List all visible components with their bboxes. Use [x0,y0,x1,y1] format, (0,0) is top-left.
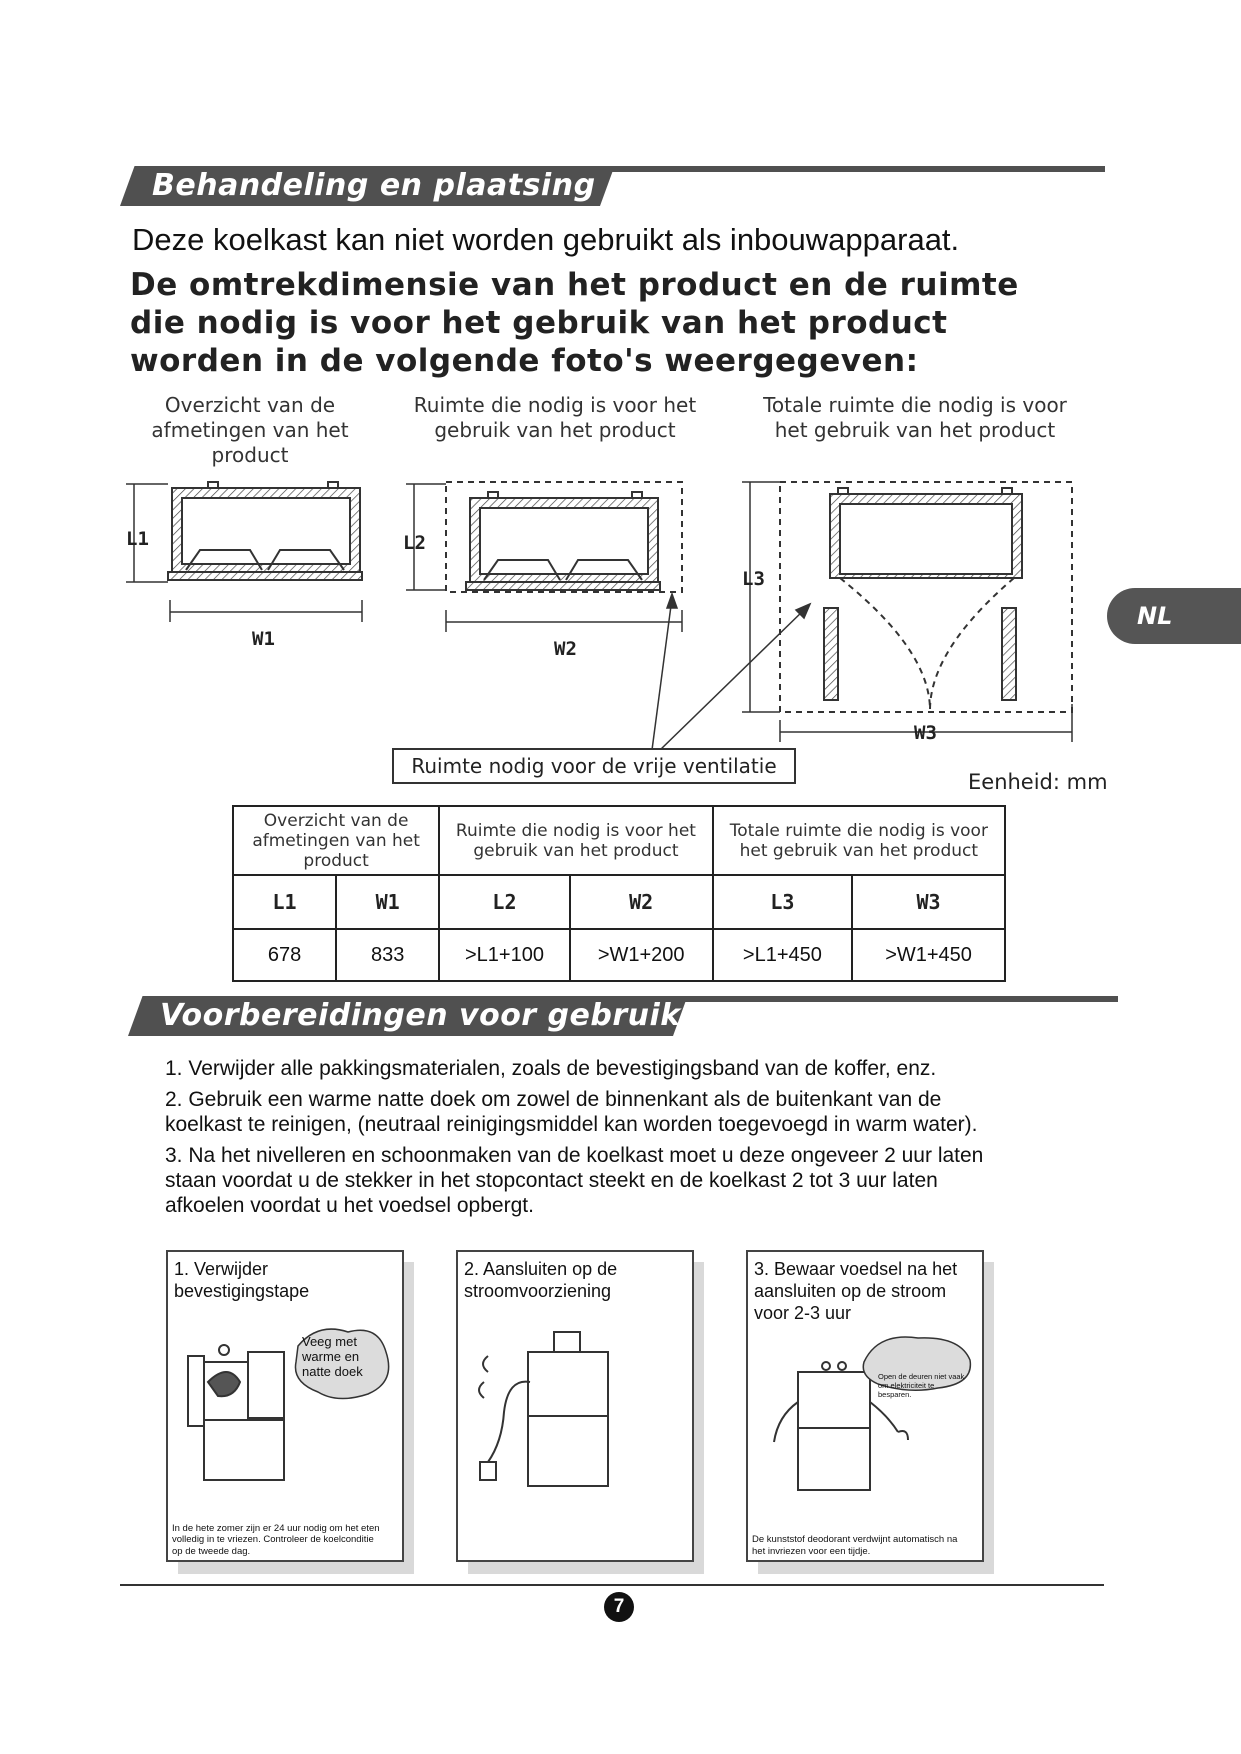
page-number: 7 [604,1592,634,1622]
diagram-caption-1: Overzicht van de afmetingen van het product [151,393,349,467]
section-header-preparation [128,996,1118,1036]
fridge-top-view-3 [780,482,1072,712]
panel-store-food [746,1250,984,1562]
table-value-l2: >L1+100 [439,929,569,981]
preparation-steps [165,1056,1005,1224]
intro-line-2: De omtrekdimensie van het product en de ruimte die nodig is voor het gebruik van het product worden in de volgende foto's weergegeven: [130,267,1019,379]
section-header-handling [120,166,1110,206]
panel-3-note: De kunststof deodorant verdwijnt automatisch na het invriezen voor een tijdje. [752,1534,958,1557]
label-w2: W2 [554,638,577,660]
diagram-caption-3: Totale ruimte die nodig is voor het gebruik van het product [763,393,1067,442]
label-l3: L3 [742,568,765,590]
table-col-l3: L3 [713,875,852,929]
table-value-l3: >L1+450 [713,929,852,981]
panel-1-note: In de hete zomer zijn er 24 uur nodig om het eten volledig in te vriezen. Controleer de koelconditie op de tweede dag. [172,1522,380,1557]
fridge-plug-illustration [458,1312,692,1512]
table-header-2: Ruimte die nodig is voor het gebruik van het product [439,806,712,875]
panel-connect-power [456,1250,694,1562]
section-title-handling: Behandeling en plaatsing [152,168,596,203]
label-w1: W1 [252,628,275,650]
table-col-w2: W2 [570,875,713,929]
step-3: 3. Na het nivelleren en schoonmaken van de koelkast moet u deze ongeveer 2 uur laten staan voordat u de stekker in het stopcontact steekt en de koelkast 2 tot 3 uur laten afkoelen voordat u het voedsel opbergt. [165,1144,984,1217]
fridge-top-view-1 [168,482,362,580]
fridge-top-view-2 [446,482,682,592]
table-col-w3: W3 [852,875,1005,929]
table-header-3: Totale ruimte die nodig is voor het gebruik van het product [713,806,1005,875]
label-l1: L1 [126,528,149,550]
label-w3: W3 [914,722,937,744]
table-value-w3: >W1+450 [852,929,1005,981]
ventilation-label: Ruimte nodig voor de vrije ventilatie [392,748,796,784]
table-col-w1: W1 [336,875,439,929]
step-1: 1. Verwijder alle pakkingsmaterialen, zoals de bevestigingsband van de koffer, enz. [165,1057,937,1080]
table-col-l2: L2 [439,875,569,929]
dimension-diagram [0,470,1241,750]
panel-2-title: 2. Aansluiten op de stroomvoorziening [464,1259,618,1301]
bottom-rule [120,1584,1104,1586]
panel-3-bubble: Open de deuren niet vaak om elektriciteit te besparen. [878,1372,965,1399]
dimensions-table [232,805,1006,982]
language-tab: NL [1107,588,1241,644]
diagram-caption-2: Ruimte die nodig is voor het gebruik van het product [413,393,697,442]
table-header-1: Overzicht van de afmetingen van het product [233,806,439,875]
fridge-waiting-illustration [748,1332,982,1512]
section-title-preparation: Voorbereidingen voor gebruik [160,998,681,1033]
label-l2: L2 [403,532,426,554]
table-value-w2: >W1+200 [570,929,713,981]
panel-1-bubble: Veeg met warme en natte doek [302,1334,363,1379]
step-2: 2. Gebruik een warme natte doek om zowel de binnenkant als de buitenkant van de koelkast te reinigen, (neutraal reinigingsmiddel kan worden toegevoegd in warm water). [165,1088,978,1136]
panel-3-title: 3. Bewaar voedsel na het aansluiten op de stroom voor 2-3 uur [754,1259,958,1323]
table-value-w1: 833 [336,929,439,981]
unit-label: Eenheid: mm [968,770,1108,794]
ventilation-arrows [652,594,810,750]
panel-1-title: 1. Verwijder bevestigingstape [174,1259,310,1301]
panel-remove-tape [166,1250,404,1562]
intro-line-1: Deze koelkast kan niet worden gebruikt als inbouwapparaat. [132,222,960,257]
table-col-l1: L1 [233,875,336,929]
table-value-l1: 678 [233,929,336,981]
